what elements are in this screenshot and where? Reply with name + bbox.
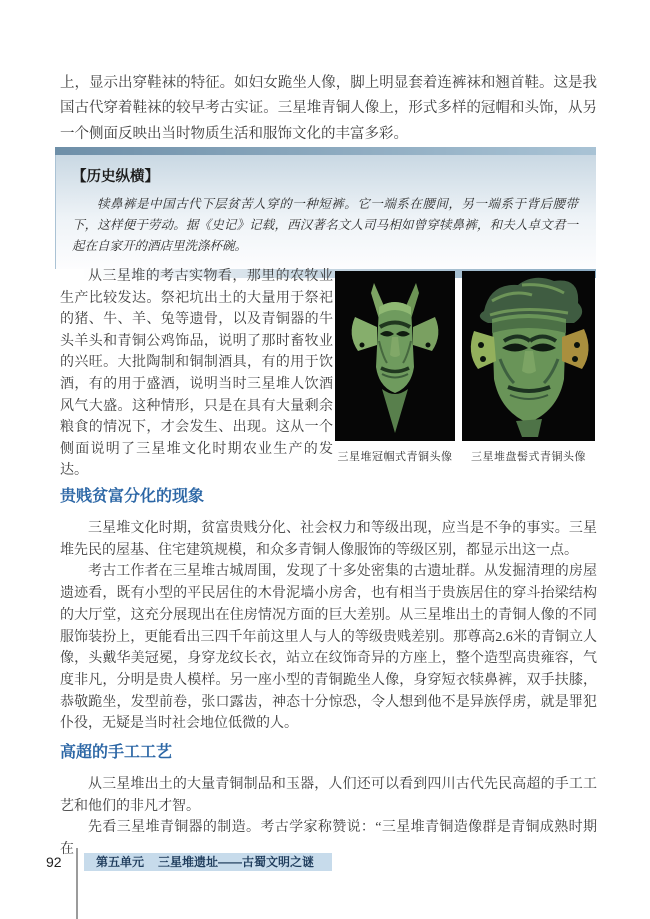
- box-top-band: [55, 147, 596, 155]
- section-heading-craft: 高超的手工工艺: [60, 744, 173, 761]
- footer-unit-title: 三星堆遗址——古蜀文明之谜: [158, 855, 315, 869]
- figure-right: [462, 271, 595, 464]
- wealth-paragraph-2: 考古工作者在三星堆古城周围，发现了十多处密集的古遗址群。从发掘清理的房屋遗迹看，既有小型的平民居住的木骨泥墙小房舍，也有相当于贵族居住的穿斗抬梁结构的大厅堂，这充分展现出在住房情况方面的巨大差别。从三星堆出土的青铜人像的不同服饰装扮上，更能看出三四千年前这里人与人的等级贵贱差别。那尊高2.6米的青铜立人像，头戴华美冠冕，身穿龙纹长衣，站立在纹饰奇异的方座上，整个造型高贵雍容，气度非凡，分明是贵人模样。另一座小型的青铜跪坐人像，身穿短衣犊鼻裤，双手扶膝，恭敬跪坐，发型前卷，张口露齿，神态十分惊恐，令人想到他不是异族俘虏，就是罪犯仆役，无疑是当时社会地位低微的人。: [60, 564, 597, 732]
- bronze-head-bun-photo: [462, 271, 595, 441]
- footer-unit-strip: [84, 853, 332, 871]
- page-number: 92: [46, 854, 62, 870]
- figure-left-caption: 三星堆冠帼式青铜头像: [337, 451, 453, 463]
- figure-row: [335, 271, 595, 464]
- footer-divider-line: [76, 848, 78, 919]
- craft-paragraph-2: 先看三星堆青铜器的制造。考古学家称赞说：“三星堆青铜造像群是青铜成熟时期在: [60, 820, 597, 858]
- figure-left: [335, 271, 455, 464]
- section-heading-wealth: 贵贱贫富分化的现象: [60, 488, 205, 505]
- box-title: 【历史纵横】: [72, 169, 159, 185]
- figure-right-caption: 三星堆盘髻式青铜头像: [471, 451, 586, 463]
- box-text: 犊鼻裤是中国古代下层贫苦人穿的一种短裤。它一端系在腰间，另一端系于背后腰带下，这样便于劳动。据《史记》记载，西汉著名文人司马相如曾穿犊鼻裤，和夫人卓文君一起在自家开的酒店里洗涤杯碗。: [72, 197, 578, 253]
- agriculture-paragraph: 从三星堆的考古实物看，那里的农牧业生产比较发达。祭祀坑出土的大量用于祭祀的猪、牛、羊、兔等遗骨，以及青铜器的牛头羊头和青铜公鸡饰品，说明了那时畜牧业的兴旺。大批陶制和铜制酒具，有的用于饮酒，有的用于盛酒，说明当时三星堆人饮酒风气大盛。这种情形，只是在具有大量剩余粮食的情况下，才会发生、出现。这从一个侧面说明了三星堆文化时期农业生产的发达。: [60, 269, 333, 479]
- intro-paragraph: 上，显示出穿鞋袜的特征。如妇女跪坐人像，脚上明显套着连裤袜和翘首鞋。这是我国古代穿着鞋袜的较早考古实证。三星堆青铜人像上，形式多样的冠帽和头饰，从另一个侧面反映出当时物质生活和服饰文化的丰富多彩。: [60, 74, 597, 142]
- footer-unit-label: 第五单元: [96, 855, 145, 869]
- section-craftsmanship: [60, 739, 597, 861]
- bronze-head-horned-photo: [335, 271, 455, 441]
- craft-paragraph-1: 从三星堆出土的大量青铜制品和玉器，人们还可以看到四川古代先民高超的手工工艺和他们的非凡才智。: [60, 777, 597, 814]
- box-body: [55, 155, 596, 269]
- wealth-paragraph-1: 三星堆文化时期，贫富贵贱分化、社会权力和等级出现，应当是不争的事实。三星堆先民的屋基、住宅建筑规模，和众多青铜人像服饰的等级区别，都显示出这一点。: [60, 521, 597, 558]
- section-wealth-divide: [60, 483, 597, 735]
- history-sidebar-box: [55, 147, 596, 278]
